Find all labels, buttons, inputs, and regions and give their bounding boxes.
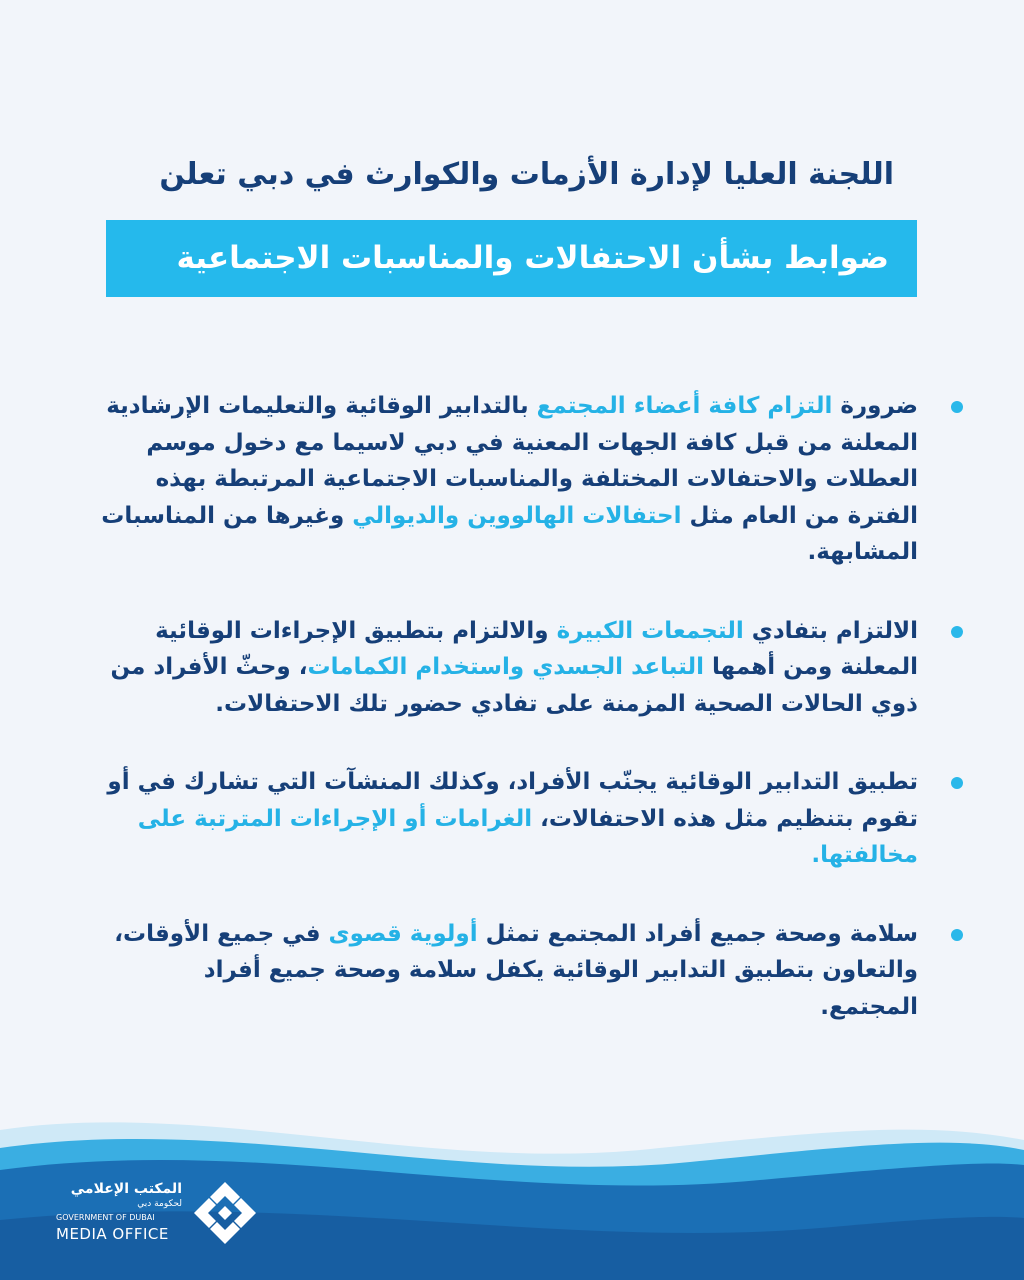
body-text: وغيرها من المناسبات المشابهة. [101,502,918,565]
body-text: والالتزام بتطبيق الإجراءات الوقائية المعلنة ومن أهمها [155,617,918,680]
highlighted-text: احتفالات الهالووين والديوالي [352,502,682,529]
bullet-dot-icon [951,626,963,638]
title-banner: ضوابط بشأن الاحتفالات والمناسبات الاجتماعية [106,220,917,297]
body-text: ، وحثّ الأفراد من ذوي الحالات الصحية المزمنة على تفادي حضور تلك الاحتفالات. [110,654,918,717]
highlighted-text: التباعد الجسدي واستخدام الكمامات [307,654,705,680]
bullet-list [100,388,970,1067]
logo-arabic-subtitle: لحكومة دبي [137,1199,182,1209]
media-office-logo [56,1180,266,1250]
highlighted-text: أولوية قصوى [328,920,478,947]
logo-english-top: GOVERNMENT OF DUBAI [56,1213,155,1222]
bullet-item [100,613,970,723]
media-office-emblem-icon [192,1180,258,1246]
page-title: اللجنة العليا لإدارة الأزمات والكوارث في دبي تعلن [159,157,894,192]
logo-arabic-title: المكتب الإعلامي [70,1181,182,1197]
body-text: ضرورة [832,393,918,419]
bullet-item [100,916,970,1026]
bullet-item [100,764,970,874]
bullet-dot-icon [951,777,963,789]
body-text: تطبيق التدابير الوقائية يجنّب الأفراد، وكذلك المنشآت التي تشارك في أو تقوم بتنظيم مثل هذه الاحتفالات، [107,769,918,832]
body-text: بالتدابير الوقائية والتعليمات الإرشادية المعلنة من قبل كافة الجهات المعنية في دبي لاسيما مع دخول موسم العطلات والاحتفالات المختلفة والمناسبات الاجتماعية المرتبطة بهذه الفترة من العام مثل [106,393,918,529]
bullet-item [100,388,970,571]
bullet-dot-icon [951,401,963,413]
highlighted-text: التجمعات الكبيرة [556,617,744,644]
body-text: الالتزام بتفادي [743,617,918,644]
highlighted-text: الغرامات أو الإجراءات المترتبة على مخالفتها. [137,805,918,868]
body-text: سلامة وصحة جميع أفراد المجتمع تمثل [477,920,918,947]
logo-english-bottom: MEDIA OFFICE [56,1225,169,1243]
body-text: في جميع الأوقات، والتعاون بتطبيق التدابير الوقائية يكفل سلامة وصحة جميع أفراد المجتمع. [114,920,918,1020]
bullet-dot-icon [951,929,963,941]
highlighted-text: التزام كافة أعضاء المجتمع [536,393,833,419]
